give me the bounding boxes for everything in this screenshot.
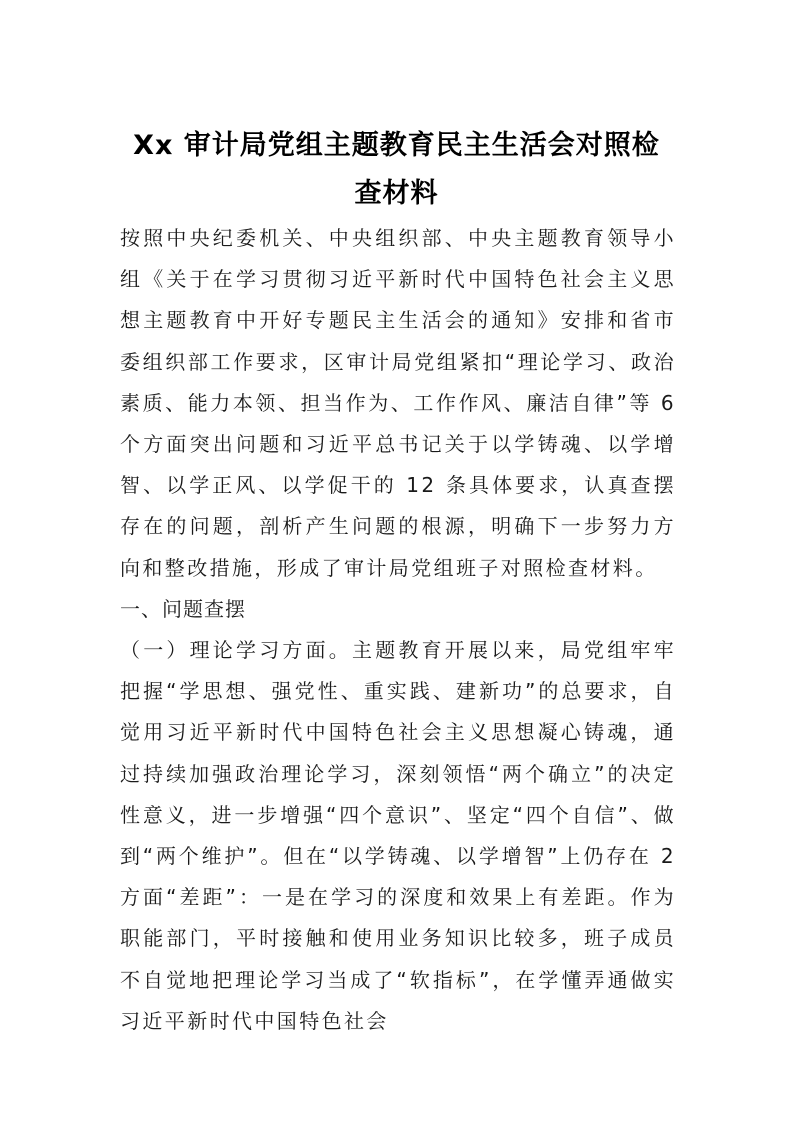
intro-paragraph: 按照中央纪委机关、中央组织部、中央主题教育领导小组《关于在学习贯彻习近平新时代中国特色社会主义思想主题教育中开好专题民主生活会的通知》安排和省市委组织部工作要求，区审计局党组紧扣“理论学习、政治素质、能力本领、担当作为、工作作风、廉洁自律”等 6 个方面突出问题和习近平总书记关于以学铸魂、以学增智、以学正风、以学促干的 12 条具体要求，认真查摆存在的问题，剖析产生问题的根源，明确下一步努力方向和整改措施，形成了审计局党组班子对照检查材料。 bbox=[120, 226, 676, 580]
document-body bbox=[120, 218, 676, 1042]
subsection-paragraph: （一）理论学习方面。主题教育开展以来，局党组牢牢把握“学思想、强党性、重实践、建新功”的总要求，自觉用习近平新时代中国特色社会主义思想凝心铸魂，通过持续加强政治理论学习，深刻领悟“两个确立”的决定性意义，进一步增强“四个意识”、坚定“四个自信”、做到“两个维护”。但在“以学铸魂、以学增智”上仍存在 2 方面“差距”：一是在学习的深度和效果上有差距。作为职能部门，平时接触和使用业务知识比较多，班子成员不自觉地把理论学习当成了“软指标”，在学懂弄通做实习近平新时代中国特色社会 bbox=[120, 638, 676, 1033]
document-title-line-2: 查材料 bbox=[354, 178, 439, 209]
document-title-line-1: Xx 审计局党组主题教育民主生活会对照检 bbox=[133, 130, 660, 161]
section-heading: 一、问题查摆 bbox=[120, 596, 246, 621]
